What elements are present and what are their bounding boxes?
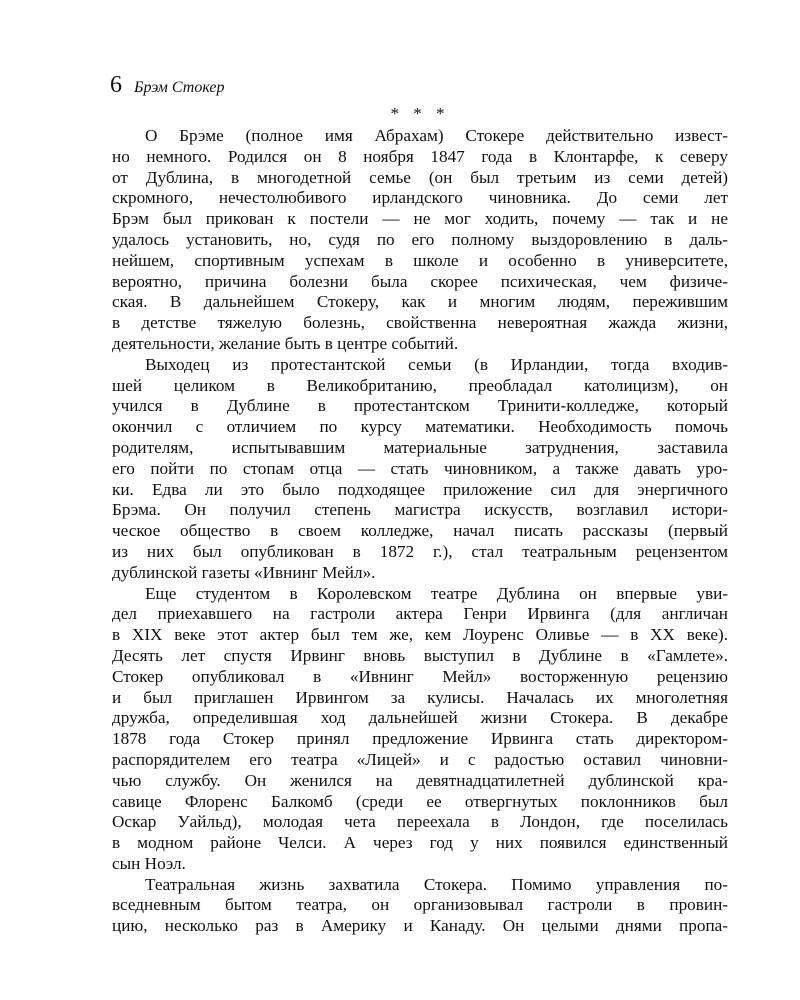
text-line: деятельности, желание быть в центре событий. [112,333,459,353]
text-line: в модном районе Челси. А через год у них появился единственный [112,833,728,853]
text-line: Брэм был прикован к постели — не мог ходить, почему — так и не [112,209,728,229]
text-line: савице Флоренс Балкомб (среди ее отвергнутых поклонников был [112,791,728,811]
text-line: дел приехавшего на гастроли актера Генри Ирвинга (для англичан [112,604,728,624]
text-line: в детстве тяжелую болезнь, свойственна невероятная жажда жизни, [112,313,728,333]
text-line: О Брэме (полное имя Абрахам) Стокере действительно извест- [145,126,728,145]
text-line: 1878 года Стокер принял предложение Ирвинга стать директором- [112,729,728,749]
text-line: Театральная жизнь захватила Стокера. Помимо управления по- [145,874,728,894]
text-line: чью службу. Он женился на девятнадцатилетней дублинской кра- [112,770,728,790]
running-head [110,70,730,100]
section-break-asterisks: * * * [390,104,450,123]
text-line: вседневным бытом театра, он организовывал гастроли в провин- [112,895,728,915]
text-line: распорядителем его театра «Лицей» и с радостью оставил чиновни- [112,749,728,769]
text-line: и был приглашен Ирвингом за кулисы. Началась их многолетняя [112,687,728,707]
text-line: дублинской газеты «Ивнинг Мейл». [112,562,376,582]
body-text [112,126,728,937]
running-title: Брэм Стокер [134,79,225,96]
text-line: учился в Дублине в протестантском Тринити-колледже, который [112,396,728,416]
text-line: ская. В дальнейшем Стокеру, как и многим людям, пережившим [112,292,728,312]
paragraph-1 [112,126,728,355]
text-line: в XIX веке этот актер был тем же, кем Лоуренс Оливье — в XX веке). [112,625,728,645]
text-line: сын Ноэл. [112,853,186,873]
text-line: из них был опубликован в 1872 г.), стал театральным рецензентом [112,541,728,561]
text-line: дружба, определившая ход дальнейшей жизни Стокера. В декабре [112,708,728,728]
text-line: окончил с отличием по курсу математики. Необходимость помочь [112,417,728,437]
text-line: от Дублина, в многодетной семье (он был третьим из семи детей) [112,167,728,187]
text-line: скромного, нечестолюбивого ирландского чиновника. До семи лет [112,188,728,208]
text-line: Десять лет спустя Ирвинг вновь выступил в Дублине в «Гамлете». [112,645,728,665]
page-number: 6 [110,72,122,98]
text-line: ческое общество в своем колледже, начал писать рассказы (первый [112,521,728,541]
text-line: ки. Едва ли это было подходящее приложение сил для энергичного [112,479,728,499]
paragraph-2 [112,355,728,584]
text-line: родителям, испытывавшим материальные затруднения, заставила [112,437,728,457]
paragraph-3 [112,584,728,875]
text-line: его пойти по стопам отца — стать чиновником, а также давать уро- [112,458,728,478]
text-line: шей целиком в Великобританию, преобладал католицизм), он [112,375,728,395]
text-line: Оскар Уайльд), молодая чета переехала в Лондон, где поселилась [112,812,728,832]
text-line: Стокер опубликовал в «Ивнинг Мейл» восторженную рецензию [112,666,728,686]
text-line: нейшем, спортивным успехам в школе и особенно в университете, [112,250,728,270]
text-line: Выходец из протестантской семьи (в Ирландии, тогда входив- [145,354,728,374]
text-line: вероятно, причина болезни была скорее психическая, чем физиче- [112,271,728,291]
text-line: Брэма. Он получил степень магистра искусств, возглавил истори- [112,500,728,520]
paragraph-4 [112,875,728,937]
text-line: но немного. Родился он 8 ноября 1847 года в Клонтарфе, к северу [112,146,728,166]
text-line: Еще студентом в Королевском театре Дублина он впервые уви- [145,583,728,603]
text-line: удалось установить, но, судя по его полному выздоровлению в даль- [112,229,728,249]
text-line: цию, несколько раз в Америку и Канаду. Он целыми днями пропа- [112,916,728,936]
